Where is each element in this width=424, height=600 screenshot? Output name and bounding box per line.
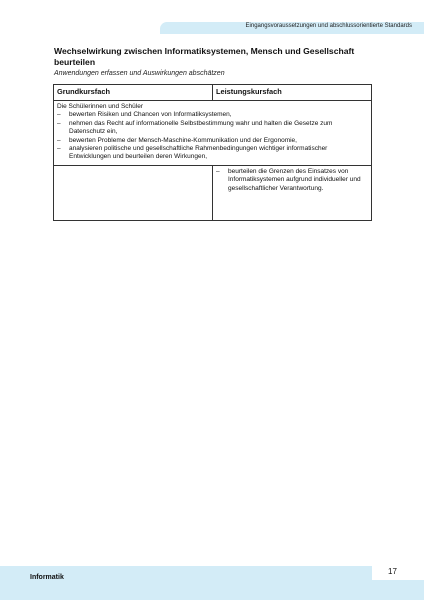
leistungskurs-list	[216, 168, 365, 193]
page-number: 17	[388, 567, 397, 576]
shared-intro: Die Schülerinnen und Schüler	[57, 103, 143, 110]
shared-standards-cell	[54, 101, 372, 166]
column-header-grundkurs: Grundkursfach	[54, 85, 213, 101]
list-item: – bewerten Probleme der Mensch-Maschine-Kommunikation und der Ergonomie,	[57, 137, 368, 145]
shared-list	[57, 111, 368, 161]
section-title: Wechselwirkung zwischen Informatiksystemen, Mensch und Gesellschaft beurteilen	[54, 46, 355, 67]
list-item: – bewerten Risiken und Chancen von Informatiksystemen,	[57, 111, 368, 119]
footer-bar	[0, 566, 424, 600]
list-item: – analysieren politische und gesellschaftliche Rahmenbedingungen wichtiger informatischer Entwicklungen und beurteilen deren Wirkungen,	[57, 145, 368, 162]
table-row-split	[54, 165, 372, 220]
list-item: – beurteilen die Grenzen des Einsatzes von Informatiksystemen aufgrund individueller und gesellschaftlicher Verantwortung.	[216, 168, 365, 193]
running-header: Eingangsvoraussetzungen und abschlussorientierte Standards	[245, 23, 412, 29]
table-row-shared	[54, 101, 372, 166]
footer-subject: Informatik	[30, 574, 64, 581]
list-item: – nehmen das Recht auf informationelle Selbstbestimmung wahr und halten die Gesetze zum Datenschutz ein,	[57, 120, 368, 137]
grundkurs-cell	[54, 165, 213, 220]
column-header-leistungskurs: Leistungskursfach	[213, 85, 372, 101]
leistungskurs-cell	[213, 165, 372, 220]
standards-table	[53, 84, 372, 221]
footer-page-box	[372, 562, 424, 580]
table-header-row	[54, 85, 372, 101]
section-subtitle: Anwendungen erfassen und Auswirkungen abschätzen	[54, 70, 225, 77]
